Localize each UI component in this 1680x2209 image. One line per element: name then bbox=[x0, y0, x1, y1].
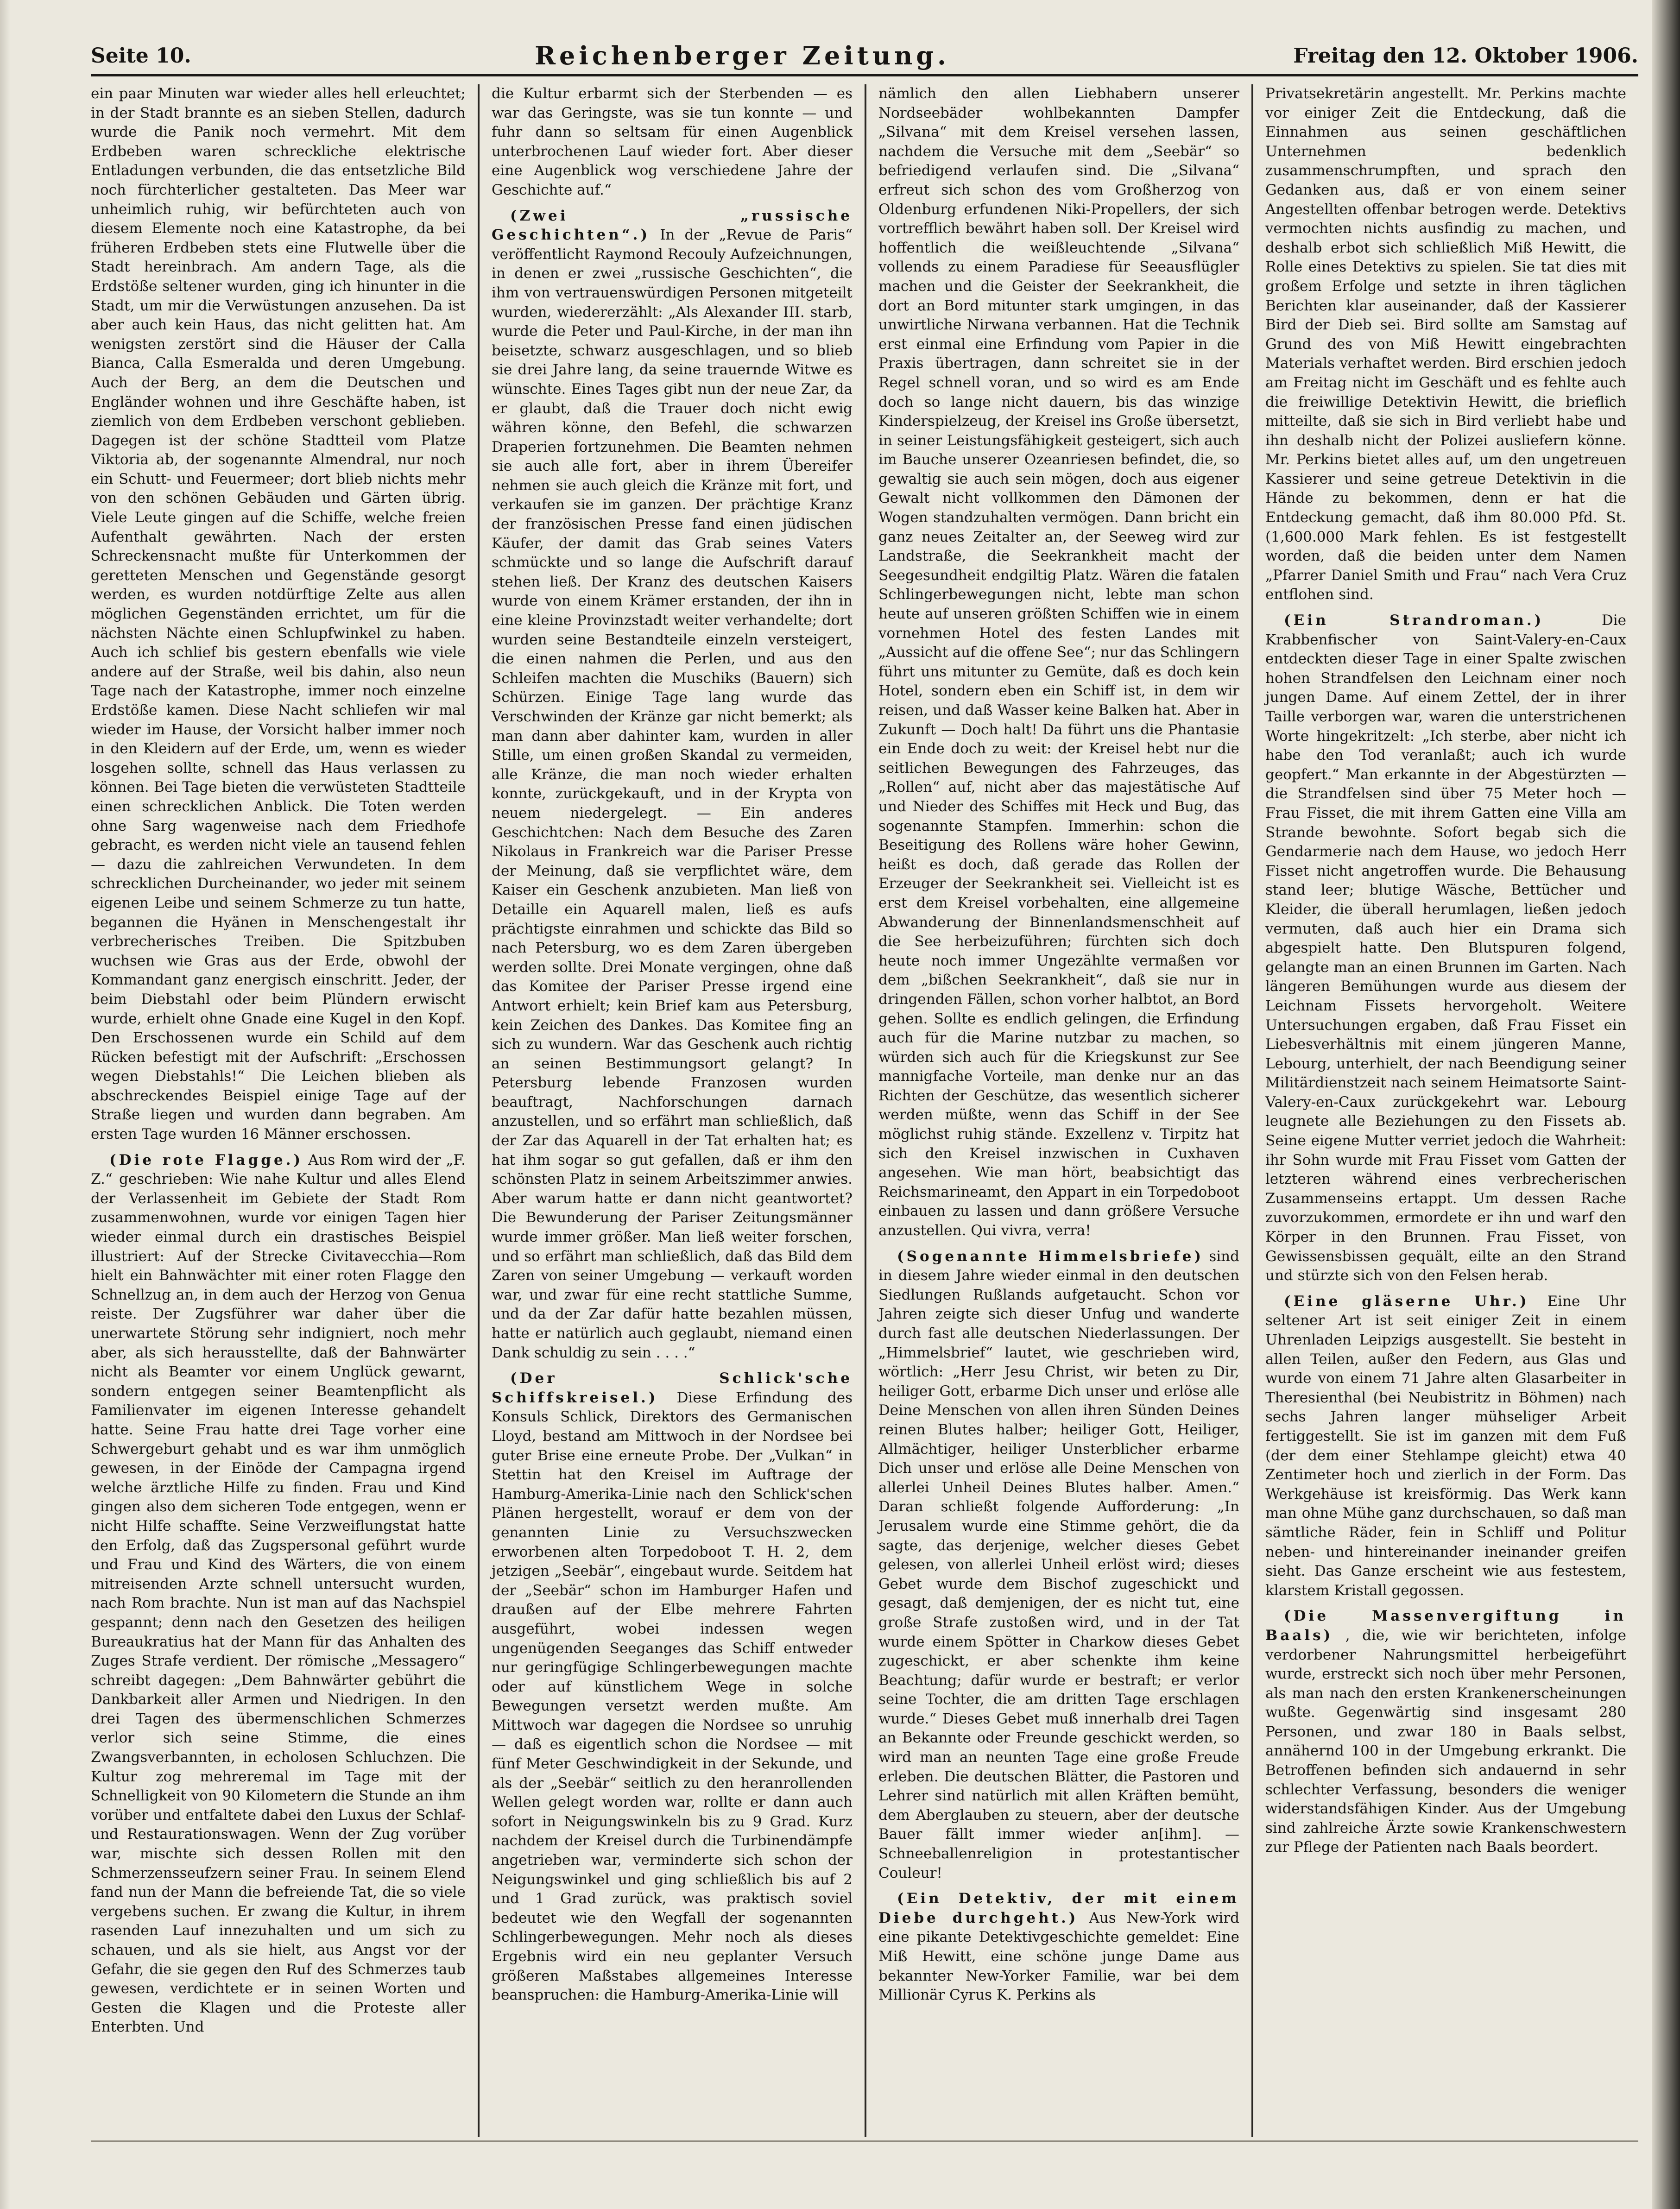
page-edge-right bbox=[1652, 0, 1680, 2209]
article-heading: (Ein Strandroman.) bbox=[1284, 612, 1544, 629]
article-heading: (Die Massenvergiftung in Baals) bbox=[1265, 1608, 1626, 1644]
article-paragraph bbox=[1265, 611, 1626, 1286]
article-text: sind in diesem Jahre wieder einmal in den deutschen Siedlungen Rußlands aufgetaucht. Schon vor Jahren zeigte sich dieser Unfug und wanderte durch fast alle deutschen Niederlassungen. Der „Himmelsbrief“ lautet, wie geschrieben wird, wörtlich: „Herr Jesu Christ, wir beten zu Dir, heiliger Gott, erbarme Dich unser und erlöse alle Deine Menschen von allen ihren Sünden Deines reinen Blutes halber; heiliger Gott, Heiliger, Allmächtiger, heiliger Unsterblicher erbarme Dich unser und erlöse alle Deine Menschen von allerlei Unheil Deines Blutes halber. Amen.“ Daran schließt folgende Aufforderung: „In Jerusalem wurde eine Stimme gehört, die da sagte, das derjenige, welcher dieses Gebet gelesen, von allerlei Unheil erlöst wird; dieses Gebet wurde dem Bischof zugeschickt und gesagt, daß demjenigen, der es nicht tut, eine große Strafe zustoßen wird, und in der Tat wurde einem Spötter in Charkow dieses Gebet zugeschickt, er aber schenkte ihm keine Beachtung; dafür wurde er bestraft; er verlor seine Tochter, die am dritten Tage erschlagen wurde.“ Dieses Gebet muß innerhalb drei Tagen an Bekannte oder Freunde geschickt werden, so wird man an neunten Tage eine große Freude erleben. Die deutschen Blätter, die Pastoren und Lehrer sind natürlich mit allen Kräften bemüht, dem Aberglauben zu steuern, aber der deutsche Bauer fällt immer wieder an[ihm]. — Schneeballenreligion in protestantischer Couleur! bbox=[878, 1248, 1239, 1881]
column-3 bbox=[865, 84, 1251, 2137]
article-continuation bbox=[91, 84, 466, 1144]
article-text: nämlich den allen Liebhabern unserer Nordseebäder wohlbekannten Dampfer „Silvana“ mit dem Kreisel versehen lassen, nachdem die Versuche mit dem „Seebär“ so befriedigend verlaufen sind. Die „Silvana“ erfreut sich schon des vom Großherzog von Oldenburg erfundenen Niki-Propellers, der sich vortrefflich bewährt haben soll. Der Kreisel wird hoffentlich die weißleuchtende „Silvana“ vollends zu einem Paradiese für Seeausflügler machen und die Geister der Seekrankheit, die dort an Bord mitunter stark umgingen, in das unwirtliche Nirwana verbannen. Hat die Technik erst einmal eine Erfindung vom Papier in die Praxis übertragen, dann schreitet sie in der Regel schnell voran, und so wird es am Ende doch so lange nicht dauern, bis das winzige Kinderspielzeug, der Kreisel ins Große übersetzt, in seiner Leistungsfähigkeit gesteigert, sich auch im Bauche unserer Ozeanriesen befindet, die, so gewaltig sie auch sein mögen, doch aus eigener Gewalt nicht vollkommen den Dämonen der Wogen standzuhalten vermögen. Dann bricht ein ganz neues Zeitalter an, der Seeweg wird zur Landstraße, die Seekrankheit macht der Seegesundheit endgiltig Platz. Wären die fatalen Schlingerbewegungen nicht, lebte man schon heute auf unseren größten Schiffen wie in einem vornehmen Hotel des festen Landes mit „Aussicht auf die offene See“; nur das Schlingern führt uns mitunter zu Gemüte, daß es doch kein Hotel, sondern eben ein Schiff ist, in dem wir reisen, und daß Wasser keine Balken hat. Aber in Zukunft — Doch halt! Da führt uns die Phantasie ein Ende doch zu weit: der Kreisel hebt nur die seitlichen Bewegungen des Fahrzeuges, das „Rollen“ auf, nicht aber das majestätische Auf und Nieder des Schiffes mit Heck und Bug, das sogenannte Stampfen. Immerhin: schon die Beseitigung des Rollens wäre hoher Gewinn, heißt es doch, daß gerade das Rollen der Erzeuger der Seekrankheit sei. Vielleicht ist es erst dem Kreisel vorbehalten, eine allgemeine Abwanderung der Binnenlandsmenschheit auf die See herbeizuführen; fürchten sich doch heute noch immer Ungezählte vermaßen vor dem „bißchen Seekrankheit“, daß sie nur in dringenden Fällen, schon vorher halbtot, an Bord gehen. Sollte es endlich gelingen, die Erfindung auch für die Marine nutzbar zu machen, so würden sich auch für die Kriegskunst zur See mannigfache Vorteile, man denke nur an das Richten der Geschütze, das wesentlich sicherer werden müßte, wenn das Schiff in der See möglichst ruhig stände. Exzellenz v. Tirpitz hat sich den Kreisel inzwischen in Cuxhaven angesehen. Wie man hört, beabsichtigt das Reichsmarineamt, den Appart in ein Torpedoboot einbauen zu lassen und dann größere Versuche anzustellen. Qui vivra, verra! bbox=[878, 85, 1239, 1239]
column-1 bbox=[91, 84, 478, 2137]
issue-date: Freitag den 12. Oktober 1906. bbox=[1293, 44, 1638, 68]
article-paragraph bbox=[878, 1247, 1239, 1883]
article-text: ein paar Minuten war wieder alles hell erleuchtet; in der Stadt brannte es an sieben Stellen, dadurch wurde die Panik noch vermehrt. Mit dem Erdbeben waren schreckliche elektrische Entladungen verbunden, die das entsetzliche Bild noch fürchterlicher gestalteten. Das Meer war unheimlich ruhig, wir befürchteten auch von diesem Elemente noch eine Katastrophe, da bei früheren Erdbeben stets eine Flutwelle über die Stadt hereinbrach. Am andern Tage, als die Erdstöße seltener wurden, ging ich hinunter in die Stadt, um mir die Verwüstungen anzusehen. Da ist aber auch kein Haus, das nicht gelitten hat. Am wenigsten zerstört sind die Häuser der Calla Bianca, Calla Esmeralda und deren Umgebung. Auch der Berg, an dem die Deutschen und Engländer wohnen und ihre Geschäfte haben, ist ziemlich von dem Erdbeben verschont geblieben. Dagegen ist der schöne Stadtteil vom Platze Viktoria ab, der sogenannte Almendral, nur noch ein Schutt- und Feuermeer; dort blieb nichts mehr von den schönen Gebäuden und Gärten übrig. Viele Leute gingen auf die Schiffe, welche freien Aufenthalt gewährten. Nach der ersten Schreckensnacht mußte für Unterkommen der geretteten Menschen und Gegenstände gesorgt werden, es wurden notdürftige Zelte aus allen möglichen Gegenständen errichtet, um für die nächsten Nächte einen Schlupfwinkel zu haben. Auch ich schlief bis gestern ebenfalls wie viele andere auf der Straße, weil bis dahin, also neun Tage nach der Katastrophe, immer noch einzelne Erdstöße kamen. Diese Nacht schliefen wir mal wieder im Hause, der Vorsicht halber immer noch in den Kleidern auf der Erde, um, wenn es wieder losgehen sollte, schnell das Haus verlassen zu können. Bei Tage bieten die verwüsteten Stadtteile einen schrecklichen Anblick. Die Toten werden ohne Sarg wagenweise nach dem Friedhofe gebracht, es werden nicht viele an tausend fehlen — dazu die zahlreichen Verwundeten. In dem schrecklichen Durcheinander, wo jeder mit seinem eigenen Leibe und seinem Schmerze zu tun hatte, begannen die Hyänen in Menschengestalt ihr verbrecherisches Treiben. Die Spitzbuben wuchsen wie Gras aus der Erde, obwohl der Kommandant ganz energisch einschritt. Jeder, der beim Diebstahl oder beim Plündern erwischt wurde, erhielt ohne Gnade eine Kugel in den Kopf. Den Erschossenen wurde ein Schild auf dem Rücken befestigt mit der Aufschrift: „Erschossen wegen Diebstahls!“ Die Leichen blieben als abschreckendes Beispiel einige Tage auf der Straße liegen und wurden dann begraben. Am ersten Tage wurden 16 Männer erschossen. bbox=[91, 85, 466, 1143]
bottom-rule bbox=[91, 2140, 1638, 2142]
article-heading: (Der Schlick'sche Schiffskreisel.) bbox=[492, 1370, 853, 1406]
column-2 bbox=[478, 84, 865, 2137]
page-header bbox=[91, 37, 1638, 76]
article-text: Die Krabbenfischer von Saint-Valery-en-Caux entdeckten dieser Tage in einer Spalte zwischen hohen Strandfelsen den Leichnam einer noch jungen Dame. Auf einem Zettel, der in ihrer Taille verborgen war, waren die unterstrichenen Worte hingekritzelt: „Ich sterbe, aber nicht ich habe den Tod veranlaßt; auch ich wurde geopfert.“ Man erkannte in der Abgestürzten — die Strandfelsen sind über 75 Meter hoch — Frau Fisset, die mit ihrem Gatten eine Villa am Strande bewohnte. Sofort begab sich die Gendarmerie nach dem Hause, wo jedoch Herr Fisset nicht angetroffen wurde. Die Behausung stand leer; blutige Wäsche, Bettücher und Kleider, die überall herumlagen, ließen jedoch vermuten, daß auch hier ein Drama sich abgespielt hatte. Den Blutspuren folgend, gelangte man an einen Brunnen im Garten. Nach längeren Bemühungen wurde aus diesem der Leichnam Fissets hervorgeholt. Weitere Untersuchungen ergaben, daß Frau Fisset ein Liebesverhältnis mit einem jüngeren Manne, Lebourg, unterhielt, der nach Beendigung seiner Militärdienstzeit nach seinem Heimatsorte Saint-Valery-en-Caux zurückgekehrt war. Lebourg leugnete alle Beziehungen zu den Fissets ab. Seine eigene Mutter verriet jedoch die Wahrheit: ihr Sohn wurde mit Frau Fisset vom Gatten der letzteren während eines verbrecherischen Zusammenseins ertappt. Um dessen Rache zuvorzukommen, ermordete er ihn und warf den Körper in den Brunnen. Frau Fisset, von Gewissensbissen gequält, eilte an den Strand und stürzte sich von den Felsen herab. bbox=[1265, 612, 1626, 1284]
article-continuation bbox=[1265, 84, 1626, 605]
page-number: Seite 10. bbox=[91, 44, 191, 68]
article-paragraph bbox=[492, 1369, 853, 2005]
article-text: Privatsekretärin angestellt. Mr. Perkins machte vor einiger Zeit die Entdeckung, daß die Einnahmen aus seinen geschäftlichen Unternehmen bedenklich zusammenschrumpften, und sprach den Gedanken aus, daß er von einem seiner Angestellten offenbar betrogen werde. Detektivs vermochten nichts ausfindig zu machen, und deshalb erbot sich schließlich Miß Hewitt, die Rolle eines Detektivs zu spielen. Sie tat dies mit großem Erfolge und setzte in ihren täglichen Berichten klar auseinander, daß der Kassierer Bird der Dieb sei. Bird sollte am Samstag auf Grund des von Miß Hewitt eingebrachten Materials verhaftet werden. Bird erschien jedoch am Freitag nicht im Geschäft und es fehlte auch die freiwillige Detektivin Hewitt, die brieflich mitteilte, daß sie sich in Bird verliebt habe und ihn deshalb nicht der Polizei ausliefern könne. Mr. Perkins bietet alles auf, um den ungetreuen Kassierer und seine getreue Detektivin in die Hände zu bekommen, denn er hat die Entdeckung gemacht, daß ihm 80.000 Pfd. St. (1,600.000 Mark fehlen. Es ist festgestellt worden, daß die beiden unter dem Namen „Pfarrer Daniel Smith und Frau“ nach Vera Cruz entflohen sind. bbox=[1265, 85, 1626, 603]
article-text: Aus New-York wird eine pikante Detektivgeschichte gemeldet: Eine Miß Hewitt, eine schöne junge Dame aus bekannter New-Yorker Familie, war bei dem Millionär Cyrus K. Perkins als bbox=[878, 1909, 1239, 2004]
page-edge-left bbox=[0, 0, 10, 2209]
article-heading: (Sogenannte Himmelsbriefe) bbox=[897, 1248, 1204, 1265]
article-text: Aus Rom wird der „F. Z.“ geschrieben: Wie nahe Kultur und alles Elend der Verlassenheit im Gebiete der Stadt Rom zusammenwohnen, wurde vor einigen Tagen hier wieder einmal durch ein drastisches Beispiel illustriert: Auf der Strecke Civitavecchia—Rom hielt ein Bahnwächter mit einer roten Flagge den Schnellzug an, in dem auch der Herzog von Genua reiste. Der Zugsführer war daher über die unerwartete Störung sehr indigniert, noch mehr aber, als sich herausstellte, daß der Bahnwärter nicht als Beamter vor einem Unglück gewarnt, sondern entgegen seiner Beamtenpflicht als Familienvater im eigenen Interesse gehandelt hatte. Seine Frau hatte drei Tage vorher eine Schwergeburt gehabt und es war ihm unmöglich gewesen, in der Einöde der Campagna irgend welche ärztliche Hilfe zu finden. Frau und Kind gingen also dem sicheren Tode entgegen, wenn er nicht Hilfe schaffte. Seine Verzweiflungstat hatte den Erfolg, daß das Zugspersonal geführt wurde und Frau und Kind des Wärters, die von einem mitreisenden Arzte schnell untersucht wurden, nach Rom brachte. Nun ist man auf das Nachspiel gespannt; denn nach den Gesetzen des heiligen Bureaukratius hat der Mann für das Anhalten des Zuges Strafe verdient. Der römische „Messagero“ schreibt dagegen: „Dem Bahnwärter gebührt die Dankbarkeit aller Armen und Niedrigen. In den drei Tagen des übermenschlichen Schmerzes verlor sich seine Stimme, die eines Zwangsverbannten, in echolosen Schluchzen. Die Kultur zog mehreremal im Tage mit der Schnelligkeit von 90 Kilometern die Stunde an ihm vorüber und entfaltete dabei den Luxus der Schlaf- und Restaurationswagen. Wenn der Zug vorüber war, mischte sich dessen Rollen mit den Schmerzensseufzern seiner Frau. In seinem Elend fand nun der Mann die befreiende Tat, die so viele vergebens suchen. Er zwang die Kultur, in ihrem rasenden Lauf innezuhalten und um sich zu schauen, und als sie hielt, aus Angst vor der Gefahr, die sie gegen den Ruf des Schmerzes taub gewesen, verdichtete er in seinen Worten und Gesten die Klagen und die Proteste aller Enterbten. Und bbox=[91, 1151, 466, 2036]
article-text: die Kultur erbarmt sich der Sterbenden — es war das Geringste, was sie tun konnte — und fuhr dann so seltsam für einen Augenblick unterbrochenen Lauf wieder fort. Aber dieser eine Augenblick wog verschiedene Jahre der Geschichte auf.“ bbox=[492, 85, 853, 198]
article-continuation bbox=[878, 84, 1239, 1241]
article-text: Eine Uhr seltener Art ist seit einiger Zeit in einem Uhrenladen Leipzigs ausgestellt. Sie besteht in allen Teilen, außer den Federn, aus Glas und wurde von einem 71 Jahre alten Glasarbeiter in Theresienthal (bei Neubistritz in Böhmen) nach sechs Jahren langer mühseliger Arbeit fertiggestellt. Sie ist im ganzen mit dem Fuß (der dem einer Stehlampe gleicht) etwa 40 Zentimeter hoch und zierlich in der Form. Das Werkgehäuse ist kreisförmig. Das Werk kann man ohne Mühe ganz durchschauen, so daß man sämtliche Räder, fein in Schliff und Politur neben- und hintereinander ineinander greifen sieht. Das Ganze erscheint wie aus festestem, klarstem Kristall gegossen. bbox=[1265, 1293, 1626, 1599]
article-text: Diese Erfindung des Konsuls Schlick, Direktors des Germanischen Lloyd, bestand am Mittwoch in der Nordsee bei guter Brise eine erneute Probe. Der „Vulkan“ in Stettin hat den Kreisel im Auftrage der Hamburg-Amerika-Linie nach den Schlick'schen Plänen hergestellt, worauf er dem von der genannten Linie zu Versuchszwecken erworbenen alten Torpedoboot T. H. 2, dem jetzigen „Seebär“, eingebaut wurde. Seitdem hat der „Seebär“ schon im Hamburger Hafen und draußen auf der Elbe mehrere Fahrten ausgeführt, wobei indessen wegen ungenügenden Seeganges das Schiff entweder nur geringfügige Schlingerbewegungen machte oder auf künstlichem Wege in solche Bewegungen versetzt werden mußte. Am Mittwoch war dagegen die Nordsee so unruhig — daß es eigentlich schon die Nordsee — mit fünf Meter Geschwindigkeit in der Sekunde, und als der „Seebär“ seitlich zu den heranrollenden Wellen gelegt worden war, rollte er dann auch sofort in Neigungswinkeln bis zu 9 Grad. Kurz nachdem der Kreisel durch die Turbinendämpfe angetrieben war, verminderte sich schon der Neigungswinkel und ging schließlich bis auf 2 und 1 Grad zurück, was praktisch soviel bedeutet wie den Wegfall der sogenannten Schlingerbewegungen. Mehr noch als dieses Ergebnis wird ein neu geplanter Versuch größeren Maßstabes allgemeines Interesse beanspruchen: die Hamburg-Amerika-Linie will bbox=[492, 1389, 853, 2004]
article-paragraph bbox=[91, 1151, 466, 2037]
article-text: , die, wie wir berichteten, infolge verdorbener Nahrungsmittel herbeigeführt wurde, erstreckt sich noch über mehr Personen, als man nach den ersten Krankenerscheinungen wußte. Gegenwärtig sind insgesamt 280 Personen, und zwar 180 in Baals selbst, annähernd 100 in der Umgebung erkrankt. Die Betroffenen befinden sich andauernd in sehr schlechter Verfassung, besonders die weniger widerstandsfähigen Kinder. Aus der Umgebung sind zahlreiche Ärzte sowie Krankenschwestern zur Pflege der Patienten nach Baals beordert. bbox=[1265, 1627, 1626, 1856]
article-paragraph bbox=[492, 207, 853, 1363]
article-heading: (Die rote Flagge.) bbox=[109, 1151, 303, 1168]
article-paragraph bbox=[878, 1889, 1239, 2005]
article-heading: (Eine gläserne Uhr.) bbox=[1284, 1293, 1529, 1310]
article-heading: (Zwei „russische Geschichten“.) bbox=[492, 207, 853, 244]
article-continuation bbox=[492, 84, 853, 200]
masthead-title: Reichenberger Zeitung. bbox=[535, 41, 950, 70]
article-columns bbox=[91, 84, 1638, 2137]
article-heading: (Ein Detektiv, der mit einem Diebe durchgeht.) bbox=[878, 1890, 1239, 1926]
article-paragraph bbox=[1265, 1292, 1626, 1601]
column-4 bbox=[1251, 84, 1638, 2137]
article-paragraph bbox=[1265, 1607, 1626, 1857]
article-text: In der „Revue de Paris“ veröffentlicht Raymond Recouly Aufzeichnungen, in denen er zwei „russische Geschichten“, die ihm von vertrauenswürdigen Personen mitgeteilt wurden, wiedererzählt: „Als Alexander III. starb, wurde die Peter und Paul-Kirche, in der man ihn beisetzte, schwarz ausgeschlagen, und so blieb sie drei Jahre lang, da seine trauernde Witwe es wünschte. Eines Tages gibt nun der neue Zar, da er glaubt, daß die Trauer doch nicht ewig währen könne, den Befehl, die schwarzen Draperien fortzunehmen. Die Beamten nehmen sie auch alle fort, aber in ihrem Übereifer nehmen sie auch gleich die Kränze mit fort, und verkaufen sie im ganzen. Der prächtige Kranz der französischen Presse fand einen jüdischen Käufer, der damit das Grab seines Vaters schmückte und so lange die Aufschrift darauf stehen ließ. Der Kranz des deutschen Kaisers wurde von einem Krämer erstanden, der ihn in eine kleine Provinzstadt weiter verhandelte; dort wurden seine Bestandteile einzeln versteigert, die einen nahmen die Perlen, und aus den Schleifen machten die Muschiks (Bauern) sich Schürzen. Einige Tage lang wurde das Verschwinden der Kränze gar nicht bemerkt; als man dann aber dahinter kam, wurden in aller Stille, um einen großen Skandal zu vermeiden, alle Kränze, die man noch wieder erhalten konnte, zurückgekauft, und in der Krypta von neuem niedergelegt. — Ein anderes Geschichtchen: Nach dem Besuche des Zaren Nikolaus in Frankreich war die Pariser Presse der Meinung, daß sie verpflichtet wäre, dem Kaiser ein Geschenk anzubieten. Man ließ von Detaille ein Aquarell malen, ließ es aufs prächtigste einrahmen und schickte das Bild so nach Petersburg, wo es dem Zaren übergeben werden sollte. Drei Monate vergingen, ohne daß das Komitee der Pariser Presse irgend eine Antwort erhielt; kein Brief kam aus Petersburg, kein Zeichen des Dankes. Das Komitee fing an sich zu wundern. War das Geschenk auch richtig an seinen Bestimmungsort gelangt? In Petersburg lebende Franzosen wurden beauftragt, Nachforschungen darnach anzustellen, und so erfährt man schließlich, daß der Zar das Aquarell in der Tat erhalten hat; es hat ihm sogar so gut gefallen, daß er ihm den schönsten Platz in seinem Arbeitszimmer anwies. Aber warum hatte er dann nicht geantwortet? Die Bewunderung der Pariser Zeitungsmänner wurde immer größer. Man ließ weiter forschen, und so erfährt man schließlich, daß das Bild dem Zaren von seiner Umgebung — verkauft worden war, und zwar für eine recht stattliche Summe, und da der Zar dafür hatte bezahlen müssen, hatte er natürlich auch geglaubt, niemand einen Dank schuldig zu sein . . . .“ bbox=[492, 227, 853, 1361]
